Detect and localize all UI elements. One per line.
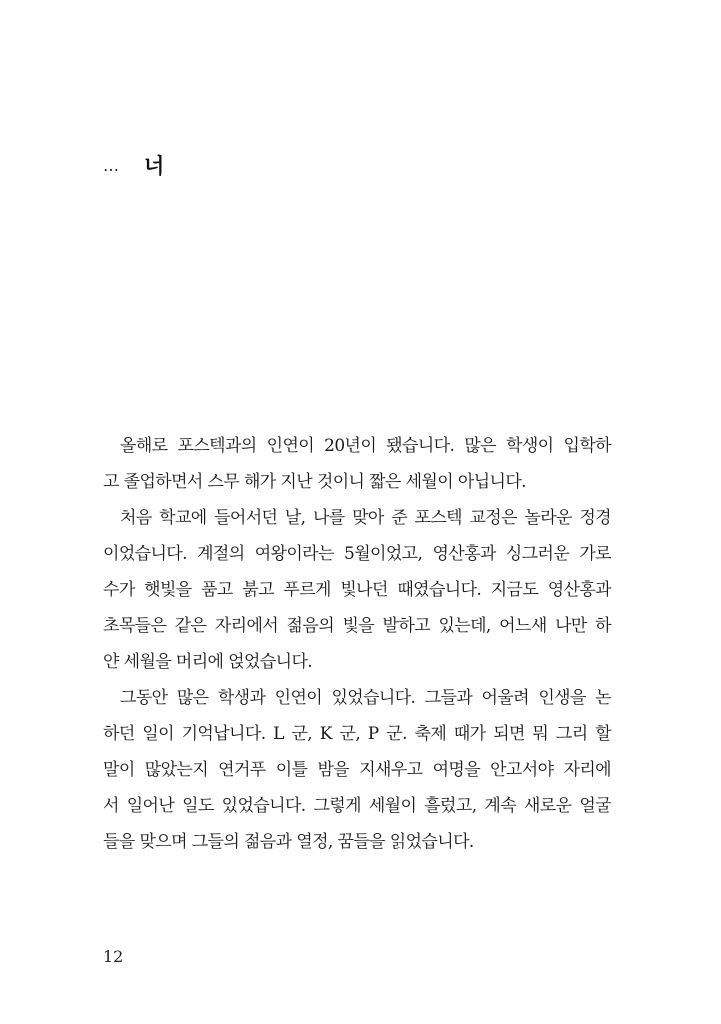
paragraph-3-line-2: 하던 일이 기억납니다. L 군, K 군, P 군. 축제 때가 되면 뭐 그리 할: [103, 724, 611, 744]
paragraph-3-line-5: 들을 맞으며 그들의 젊음과 열정, 꿈들을 읽었습니다.: [103, 832, 474, 852]
paragraph-2-line-2: 이었습니다. 계절의 여왕이라는 5월이었고, 영산홍과 싱그러운 가로: [103, 544, 611, 564]
paragraph-2-line-4: 초목들은 같은 자리에서 젊음의 빛을 발하고 있는데, 어느새 나만 하: [103, 616, 611, 636]
paragraph-3-line-1: 그동안 많은 학생과 인연이 있었습니다. 그들과 어울려 인생을 논: [120, 688, 611, 708]
paragraph-1-line-1: 올해로 포스텍과의 인연이 20년이 됐습니다. 많은 학생이 입학하: [120, 436, 611, 456]
chapter-ellipsis: …: [103, 155, 120, 175]
page-number: 12: [103, 947, 124, 966]
paragraph-2-line-1: 처음 학교에 들어서던 날, 나를 맞아 준 포스텍 교정은 놀라운 정경: [120, 508, 611, 528]
paragraph-3-line-3: 말이 많았는지 연거푸 이틀 밤을 지새우고 여명을 안고서야 자리에: [103, 760, 611, 780]
paragraph-2-line-3: 수가 햇빛을 품고 붉고 푸르게 빛나던 때였습니다. 지금도 영산홍과: [103, 580, 611, 600]
chapter-title: 너: [144, 153, 165, 178]
body-text: [103, 428, 611, 860]
paragraph-1-line-2: 고 졸업하면서 스무 해가 지난 것이니 짧은 세월이 아닙니다.: [103, 472, 526, 492]
paragraph-3-line-4: 서 일어난 일도 있었습니다. 그렇게 세월이 흘렀고, 계속 새로운 얼굴: [103, 796, 611, 816]
chapter-heading: [103, 150, 164, 180]
paragraph-2-line-5: 얀 세월을 머리에 얹었습니다.: [103, 652, 313, 672]
